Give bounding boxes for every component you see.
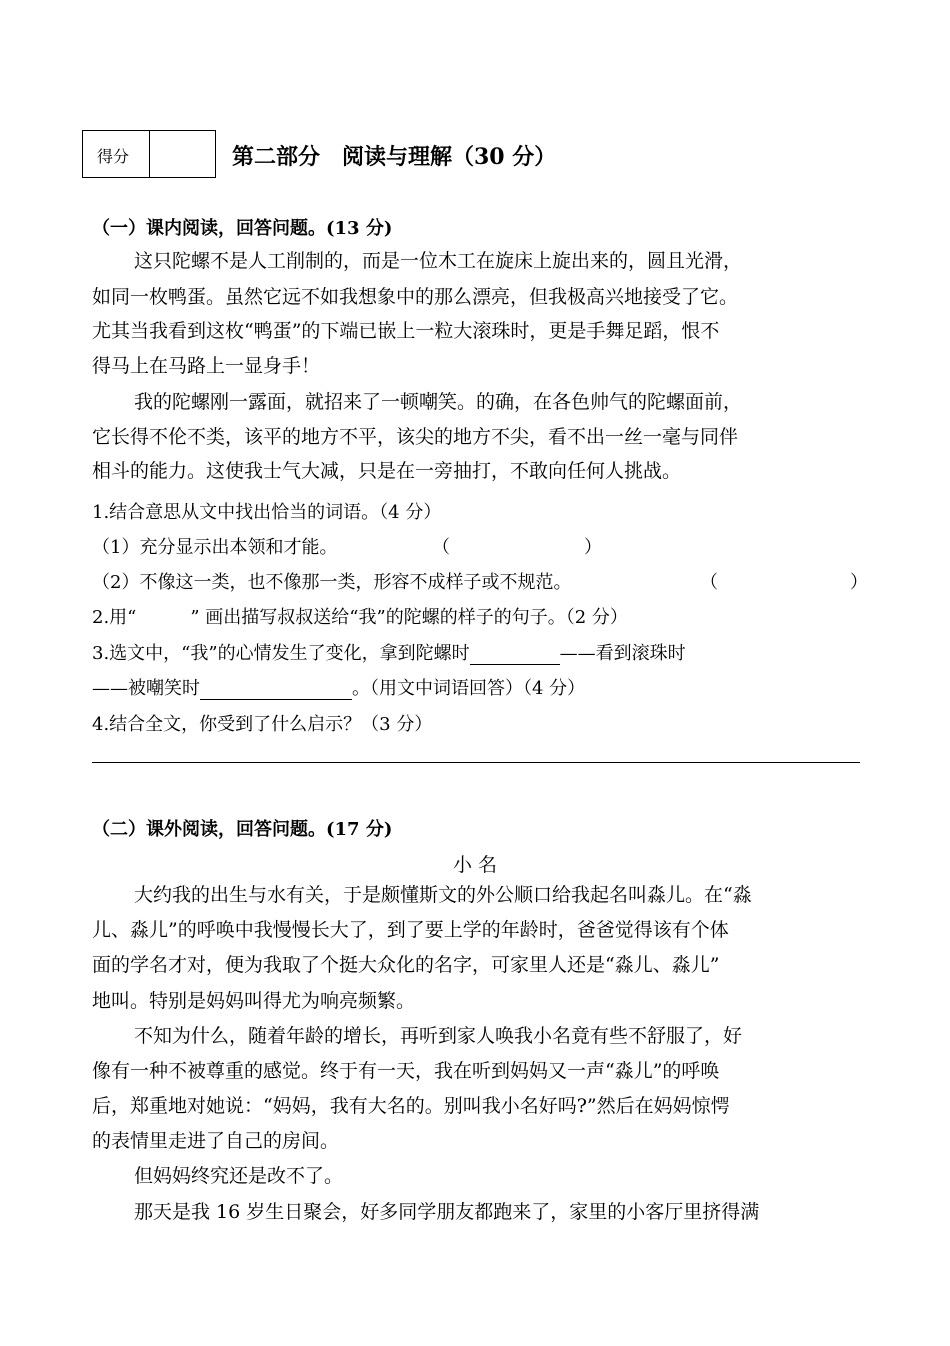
question-1-2: （2）不像这一类，也不像那一类，形容不成样子或不规范。 <box>92 572 572 593</box>
answer-blank-2[interactable] <box>200 681 352 700</box>
story-line-1: 大约我的出生与水有关，于是颇懂斯文的外公顺口给我起名叫淼儿。在“淼 <box>134 884 752 906</box>
story-line-2: 儿、淼儿”的呼唤中我慢慢长大了，到了要上学的年龄时，爸爸觉得该有个体 <box>92 919 729 941</box>
question-2: 2.用“ ” 画出描写叔叔送给“我”的陀螺的样子的句子。（2 分） <box>92 607 628 628</box>
story-title: 小 名 <box>452 854 498 876</box>
question-3-line1 <box>92 639 686 665</box>
section1-title: （一）课内阅读，回答问题。(13 分) <box>92 218 393 239</box>
answer-blank-1[interactable] <box>470 646 560 665</box>
section1-para1-line3: 尤其当我看到这枚“鸭蛋”的下端已嵌上一粒大滚珠时，更是手舞足蹈，恨不 <box>92 320 720 342</box>
question-3-part-c: ——被嘲笑时 <box>92 678 200 699</box>
story-line-6: 像有一种不被尊重的感觉。终于有一天，我在听到妈妈又一声“淼儿”的呼唤 <box>92 1060 720 1082</box>
part-title: 第二部分 阅读与理解（30 分） <box>232 144 557 170</box>
question-1-1: （1）充分显示出本领和才能。 <box>92 537 338 558</box>
section1-para1-line4: 得马上在马路上一显身手！ <box>92 355 321 377</box>
score-box-divider <box>149 131 150 177</box>
question-3-part-a: 3.选文中，“我”的心情发生了变化，拿到陀螺时 <box>92 643 470 664</box>
story-line-9: 但妈妈终究还是改不了。 <box>134 1165 344 1187</box>
story-line-4: 地叫。特别是妈妈叫得尤为响亮频繁。 <box>92 990 416 1012</box>
story-line-10: 那天是我 16 岁生日聚会，好多同学朋友都跑来了，家里的小客厅里挤得满 <box>134 1201 760 1223</box>
question-3-part-d: 。（用文中词语回答）（4 分） <box>352 678 586 699</box>
question-3-line2 <box>92 674 585 700</box>
story-line-3: 面的学名才对，便为我取了个挺大众化的名字，可家里人还是“淼儿、淼儿” <box>92 954 720 976</box>
section2-title: （二）课外阅读，回答问题。(17 分) <box>92 819 393 840</box>
section1-para2-line3: 相斗的能力。这使我士气大减，只是在一旁抽打，不敢向任何人挑战。 <box>92 460 682 482</box>
answer-line-q4[interactable] <box>92 762 860 763</box>
score-box <box>82 130 216 178</box>
story-line-5: 不知为什么，随着年龄的增长，再听到家人唤我小名竟有些不舒服了，好 <box>134 1025 743 1047</box>
section1-para1-line1: 这只陀螺不是人工削制的，而是一位木工在旋床上旋出来的，圆且光滑， <box>134 250 743 272</box>
question-3-part-b: ——看到滚珠时 <box>559 643 686 664</box>
story-line-7: 后，郑重地对她说：“妈妈，我有大名的。别叫我小名好吗?”然后在妈妈惊愕 <box>92 1095 730 1117</box>
question-1: 1.结合意思从文中找出恰当的词语。（4 分） <box>92 502 442 523</box>
question-1-1-paren-close: ） <box>584 537 602 558</box>
story-line-8: 的表情里走进了自己的房间。 <box>92 1130 340 1152</box>
section1-para2-line1: 我的陀螺刚一露面，就招来了一顿嘲笑。的确，在各色帅气的陀螺面前， <box>134 391 743 413</box>
section1-para2-line2: 它长得不伦不类，该平的地方不平，该尖的地方不尖，看不出一丝一毫与同伴 <box>92 426 739 448</box>
question-1-1-paren-open: （ <box>432 537 450 558</box>
question-1-2-paren-open: （ <box>700 572 718 593</box>
score-label: 得分 <box>97 147 130 166</box>
section1-para1-line2: 如同一枚鸭蛋。虽然它远不如我想象中的那么漂亮，但我极高兴地接受了它。 <box>92 286 739 308</box>
question-1-2-paren-close: ） <box>850 572 868 593</box>
question-4: 4.结合全文，你受到了什么启示？（3 分） <box>92 714 433 735</box>
